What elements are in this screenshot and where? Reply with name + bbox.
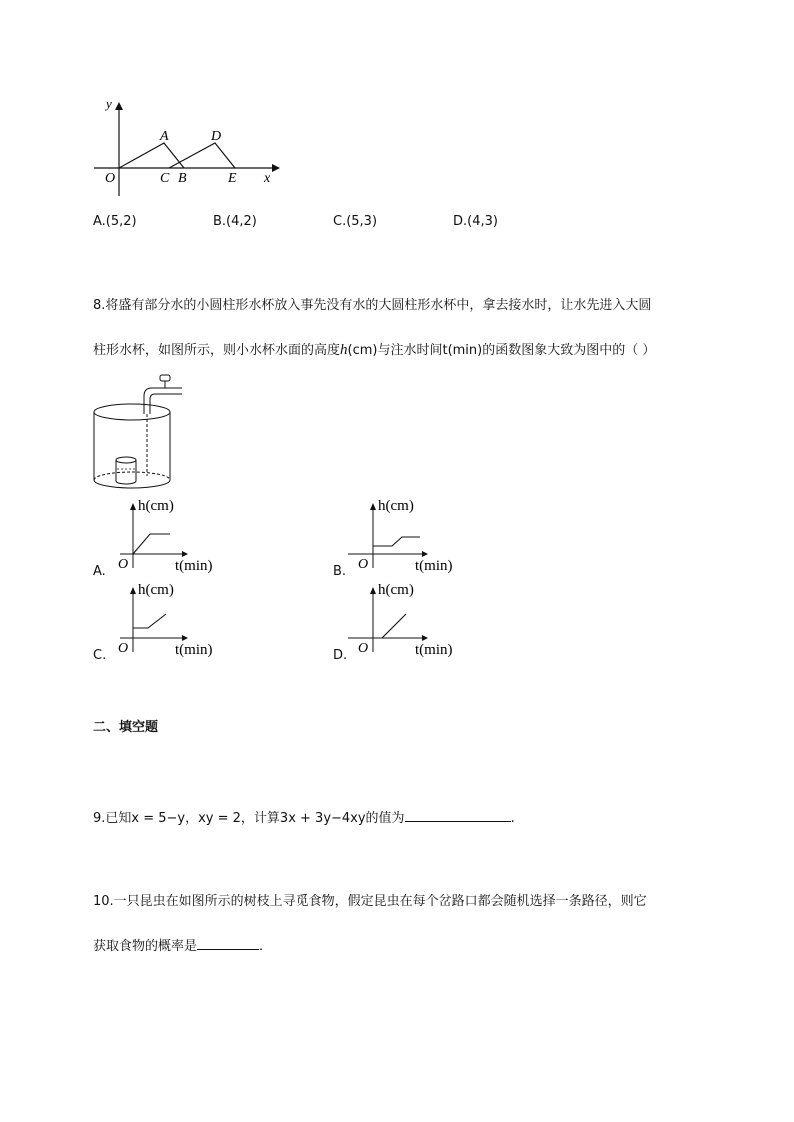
tap-knob-icon [160, 375, 170, 381]
q8-option-b: B. [333, 564, 347, 579]
graph-b-y-label: h(cm) [378, 498, 414, 514]
t-axis-arrow-icon [422, 551, 428, 557]
small-cup-top [116, 457, 136, 463]
q9-question: 9.已知x = 5−y，xy = 2，计算3x + 3y−4xy的值为 [93, 811, 405, 826]
q8-h-symbol: h [340, 342, 348, 358]
q10-answer-blank[interactable] [197, 936, 259, 950]
q9-text [93, 808, 515, 827]
q8-graph-c [90, 580, 230, 662]
graph-c-origin: O [118, 641, 129, 656]
q7-option-b: B.(4,2) [213, 214, 257, 229]
point-d-label: D [211, 129, 222, 144]
h-axis-arrow-icon [370, 587, 376, 594]
q7-option-d: D.(4,3) [453, 214, 498, 229]
t-axis-arrow-icon [182, 551, 188, 557]
t-axis-arrow-icon [182, 635, 188, 641]
q10-line-1: 10.一只昆虫在如图所示的树枝上寻觅食物，假定昆虫在每个岔路口都会随机选择一条路径，则它 [93, 894, 647, 909]
q8-option-d: D. [333, 648, 348, 663]
q8-line-1: 8.将盛有部分水的小圆柱形水杯放入事先没有水的大圆柱形水杯中，拿去接水时，让水先进入大圆 [93, 298, 652, 313]
q7-option-c: C.(5,3) [333, 214, 378, 229]
triangle-oab [119, 143, 184, 168]
x-axis-label: x [264, 171, 271, 186]
graph-b-x-label: t(min) [415, 558, 453, 574]
q8-graph-b [330, 496, 470, 578]
q10-period: . [259, 939, 264, 954]
big-cup-top [94, 404, 170, 420]
h-axis-arrow-icon [370, 503, 376, 510]
y-axis-label: y [106, 96, 112, 111]
q9-answer-blank[interactable] [405, 808, 511, 822]
graph-d-x-label: t(min) [415, 642, 453, 658]
origin-label: O [105, 171, 116, 186]
section-title: 二、填空题 [93, 720, 159, 735]
cylinder-figure [88, 372, 190, 496]
q8-option-c: C. [93, 648, 107, 663]
h-axis-arrow-icon [130, 503, 136, 510]
graph-a-origin: O [118, 557, 129, 572]
q8-graph-d [330, 580, 470, 662]
q8-option-a: A. [93, 564, 106, 579]
q10-line-2 [93, 936, 263, 955]
h-axis-arrow-icon [130, 587, 136, 594]
q7-option-a: A.(5,2) [93, 214, 137, 229]
point-a-label: A [160, 129, 169, 144]
point-b-label: B [178, 171, 187, 186]
graph-b-curve [373, 537, 420, 546]
y-axis-arrow-icon [115, 102, 123, 110]
q8-line-2-pre: 柱形水杯，如图所示，则小水杯水面的高度 [93, 343, 341, 358]
triangle-cde [169, 143, 235, 168]
graph-a-y-label: h(cm) [138, 498, 174, 514]
graph-d-origin: O [358, 641, 369, 656]
t-axis-arrow-icon [422, 635, 428, 641]
graph-a-curve [133, 534, 170, 554]
q8-line-2-post: (cm)与注水时间t(min)的函数图象大致为图中的（ ） [347, 343, 656, 358]
graph-d-y-label: h(cm) [378, 582, 414, 598]
graph-a-x-label: t(min) [175, 558, 213, 574]
graph-c-curve [133, 614, 166, 628]
graph-d-curve [382, 614, 406, 638]
graph-c-y-label: h(cm) [138, 582, 174, 598]
point-e-label: E [228, 171, 237, 186]
q9-period: . [510, 811, 515, 826]
graph-b-origin: O [358, 557, 369, 572]
point-c-label: C [160, 171, 170, 186]
q8-graph-a [90, 496, 230, 578]
graph-c-x-label: t(min) [175, 642, 213, 658]
q7-figure [88, 94, 288, 198]
q8-line-2 [93, 342, 655, 359]
x-axis-arrow-icon [272, 164, 280, 172]
q10-question: 获取食物的概率是 [93, 939, 198, 954]
